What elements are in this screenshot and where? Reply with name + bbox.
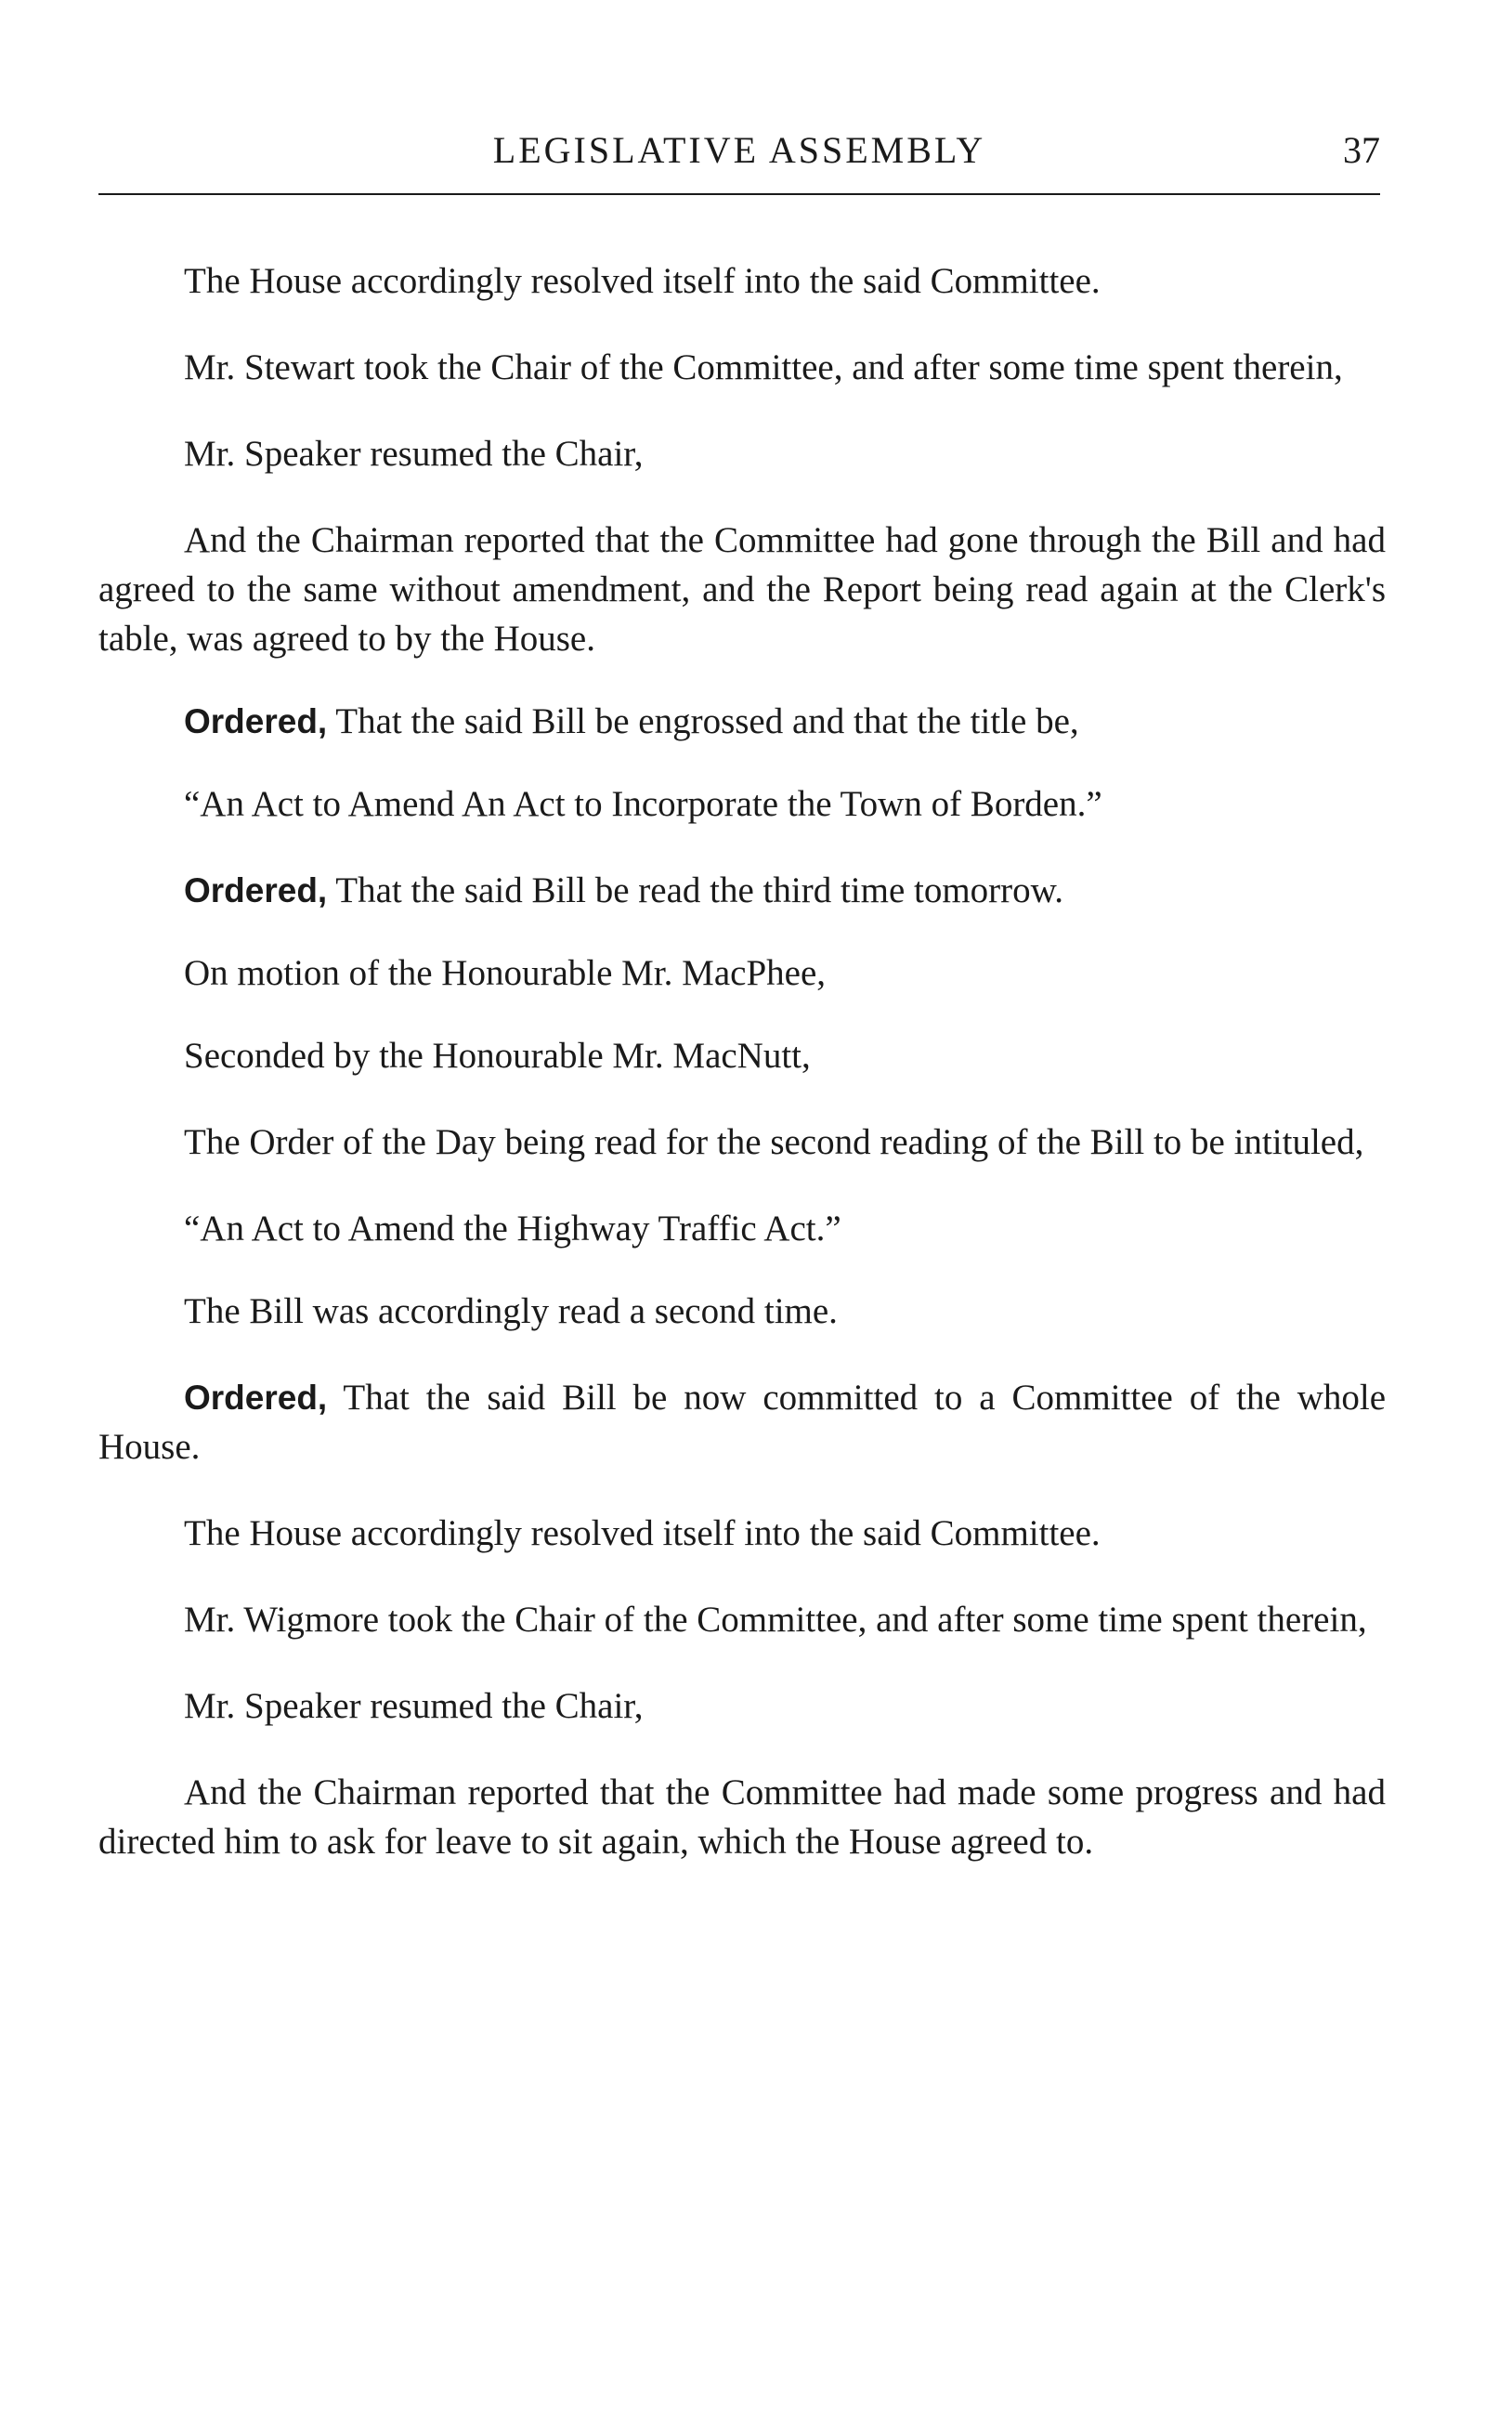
paragraph xyxy=(98,948,1386,998)
paragraph xyxy=(98,1287,1386,1336)
paragraph xyxy=(98,343,1386,392)
paragraph-text: And the Chairman reported that the Committee had made some progress and had directed him to ask for leave to sit again, which the House agreed to. xyxy=(98,1772,1386,1862)
paragraph-text: And the Chairman reported that the Committee had gone through the Bill and had agreed to the same without amendment, and the Report being read again at the Clerk's table, was agreed to by the House. xyxy=(98,520,1386,659)
ordered-lead: Ordered, xyxy=(184,702,328,740)
running-title: LEGISLATIVE ASSEMBLY xyxy=(492,129,986,171)
ordered-paragraph xyxy=(98,697,1386,746)
paragraph xyxy=(98,1509,1386,1558)
paragraph xyxy=(98,1118,1386,1167)
bill-title-quote xyxy=(98,779,1386,829)
page-number: 37 xyxy=(1343,129,1380,171)
paragraph xyxy=(98,1595,1386,1644)
ordered-paragraph xyxy=(98,1373,1386,1471)
paragraph-text: On motion of the Honourable Mr. MacPhee, xyxy=(184,953,827,993)
paragraph-text: That the said Bill be now committed to a Committee of the whole House. xyxy=(98,1378,1386,1467)
body-text xyxy=(98,256,1386,1903)
paragraph xyxy=(98,1768,1386,1866)
paragraph xyxy=(98,1031,1386,1080)
ordered-paragraph xyxy=(98,866,1386,915)
paragraph-text: That the said Bill be read the third time tomorrow. xyxy=(327,870,1064,910)
paragraph xyxy=(98,1681,1386,1731)
ordered-lead: Ordered, xyxy=(184,1379,328,1417)
paragraph xyxy=(98,256,1386,306)
paragraph-text: Seconded by the Honourable Mr. MacNutt, xyxy=(184,1036,811,1076)
paragraph-text: “An Act to Amend the Highway Traffic Act.” xyxy=(184,1209,841,1249)
paragraph-text: The Bill was accordingly read a second time. xyxy=(184,1291,838,1331)
paragraph-text: Mr. Speaker resumed the Chair, xyxy=(184,434,644,474)
paragraph-text: Mr. Speaker resumed the Chair, xyxy=(184,1686,644,1726)
paragraph xyxy=(98,429,1386,478)
ordered-lead: Ordered, xyxy=(184,871,328,909)
paragraph-text: The House accordingly resolved itself into the said Committee. xyxy=(184,1513,1101,1553)
paragraph-text: The Order of the Day being read for the second reading of the Bill to be intituled, xyxy=(184,1122,1364,1162)
header-rule xyxy=(98,193,1380,195)
page-header xyxy=(98,123,1380,178)
paragraph-text: The House accordingly resolved itself into the said Committee. xyxy=(184,261,1101,301)
paragraph-text: “An Act to Amend An Act to Incorporate the Town of Borden.” xyxy=(184,784,1102,824)
paragraph xyxy=(98,516,1386,663)
bill-title-quote xyxy=(98,1204,1386,1253)
paragraph-text: Mr. Stewart took the Chair of the Committee, and after some time spent therein, xyxy=(184,347,1343,387)
paragraph-text: That the said Bill be engrossed and that the title be, xyxy=(327,701,1079,741)
paragraph-text: Mr. Wigmore took the Chair of the Committee, and after some time spent therein, xyxy=(184,1600,1367,1640)
